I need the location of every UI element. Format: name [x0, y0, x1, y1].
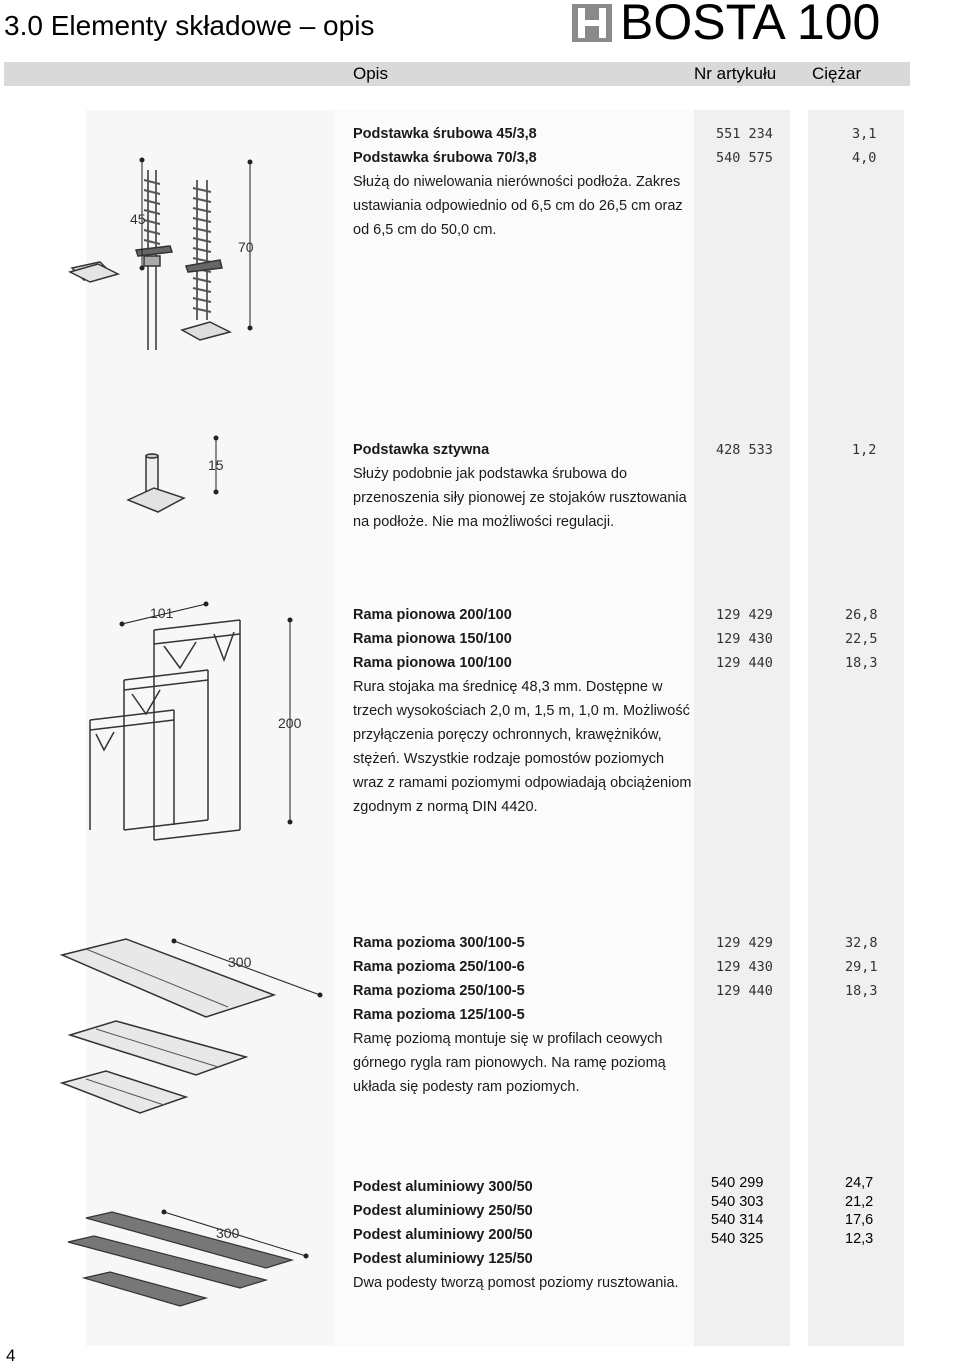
article-numbers	[716, 931, 773, 1003]
product-name: Rama pozioma 250/100-5	[353, 983, 525, 999]
product-name: Podest aluminiowy 200/50	[353, 1227, 533, 1243]
article-numbers	[711, 1174, 763, 1248]
product-section-aluminium-platforms	[353, 1175, 693, 1295]
column-header-description: Opis	[353, 64, 388, 83]
weight-value: 18,3	[845, 983, 878, 999]
article-number: 540 575	[716, 150, 773, 166]
article-number: 540 325	[711, 1230, 764, 1247]
column-header-article-number: Nr artykułu	[694, 64, 777, 83]
column-header-bar	[4, 62, 910, 86]
product-name: Podstawka śrubowa 45/3,8	[353, 126, 537, 142]
weight-value: 18,3	[845, 655, 878, 671]
product-name: Podest aluminiowy 300/50	[353, 1179, 533, 1195]
weight-value: 24,7	[845, 1175, 874, 1191]
product-name: Rama pionowa 150/100	[353, 631, 512, 647]
product-description: Służą do niwelowania nierówności podłoża. Zakres ustawiania odpowiednio od 6,5 cm do 26,5 cm oraz od 6,5 cm do 50,0 cm.	[353, 174, 683, 238]
brand-name: BOSTA 100	[620, 0, 881, 50]
article-numbers	[716, 603, 773, 675]
weight-value: 32,8	[845, 935, 878, 951]
product-description: Dwa podesty tworzą pomost poziomy rusztowania.	[353, 1275, 679, 1291]
brand-h-icon	[572, 4, 612, 42]
product-description: Służy podobnie jak podstawka śrubowa do przenoszenia siły pionowej ze stojaków rusztowania na podłoże. Nie ma możliwości regulacji.	[353, 466, 687, 530]
weight-value: 3,1	[852, 126, 877, 142]
article-numbers	[716, 438, 773, 462]
page-title: 3.0 Elementy składowe – opis	[4, 10, 375, 41]
weight-panel	[808, 110, 904, 1346]
screw-jack-illustration	[60, 140, 280, 350]
article-number: 129 429	[716, 607, 773, 623]
aluminium-platform-illustration	[56, 1200, 332, 1320]
horizontal-frame-illustration	[56, 925, 332, 1125]
article-number: 129 430	[716, 959, 773, 975]
dimension-label: 101	[150, 605, 174, 621]
product-description: Ramę poziomą montuje się w profilach ceowych górnego rygla ram pionowych. Na ramę poziomą układa się podesty ram poziomych.	[353, 1031, 666, 1095]
dimension-label: 15	[208, 457, 224, 473]
article-numbers	[716, 122, 773, 170]
product-name: Podstawka sztywna	[353, 442, 490, 458]
article-number: 428 533	[716, 442, 773, 458]
weights	[845, 1174, 873, 1248]
product-name: Rama pionowa 100/100	[353, 655, 512, 671]
article-number: 540 314	[711, 1212, 764, 1228]
weight-value: 29,1	[845, 959, 878, 975]
dimension-label: 200	[278, 715, 302, 731]
product-name: Rama pozioma 125/100-5	[353, 1007, 525, 1023]
product-name: Podstawka śrubowa 70/3,8	[353, 150, 537, 166]
product-name: Podest aluminiowy 250/50	[353, 1203, 533, 1219]
weight-value: 21,2	[845, 1193, 874, 1210]
weights	[852, 438, 876, 462]
dimension-label: 70	[238, 239, 254, 255]
weight-value: 17,6	[845, 1212, 874, 1228]
product-section-vertical-frames	[353, 603, 693, 819]
article-number: 540 299	[711, 1175, 764, 1191]
article-number: 551 234	[716, 126, 773, 142]
article-number: 540 303	[711, 1193, 764, 1210]
article-number: 129 430	[716, 631, 773, 647]
weights	[852, 122, 876, 170]
weight-value: 4,0	[852, 150, 877, 166]
page-number: 4	[6, 1346, 16, 1365]
product-name: Podest aluminiowy 125/50	[353, 1251, 533, 1267]
vertical-frame-illustration	[84, 590, 314, 870]
product-description: Rura stojaka ma średnicę 48,3 mm. Dostępne w trzech wysokościach 2,0 m, 1,5 m, 1,0 m. Możliwość przyłączenia poręczy ochronnych, krawężników, stężeń. Wszystkie rodzaje pomostów poziomych wraz z ramami poziomymi odpowiadają obciążeniom zgodnym z normą DIN 4420.	[353, 679, 692, 815]
product-section-screw-jacks	[353, 122, 693, 242]
weights	[845, 931, 878, 1003]
dimension-label: 45	[130, 211, 146, 227]
product-section-horizontal-frames	[353, 931, 693, 1099]
weight-value: 12,3	[845, 1230, 874, 1247]
weight-value: 22,5	[845, 631, 878, 647]
brand-logo	[572, 0, 910, 50]
rigid-base-illustration	[120, 430, 250, 520]
weight-value: 26,8	[845, 607, 878, 623]
product-name: Rama pozioma 250/100-6	[353, 959, 525, 975]
article-number: 129 440	[716, 655, 773, 671]
dimension-label: 300	[216, 1225, 240, 1241]
column-header-weight: Ciężar	[812, 64, 862, 83]
weights	[845, 603, 878, 675]
weight-value: 1,2	[852, 442, 877, 458]
article-number-panel	[694, 110, 790, 1346]
dimension-label: 300	[228, 954, 252, 970]
product-name: Rama pozioma 300/100-5	[353, 935, 525, 951]
product-name: Rama pionowa 200/100	[353, 607, 512, 623]
article-number: 129 440	[716, 983, 773, 999]
product-section-rigid-base	[353, 438, 693, 534]
article-number: 129 429	[716, 935, 773, 951]
